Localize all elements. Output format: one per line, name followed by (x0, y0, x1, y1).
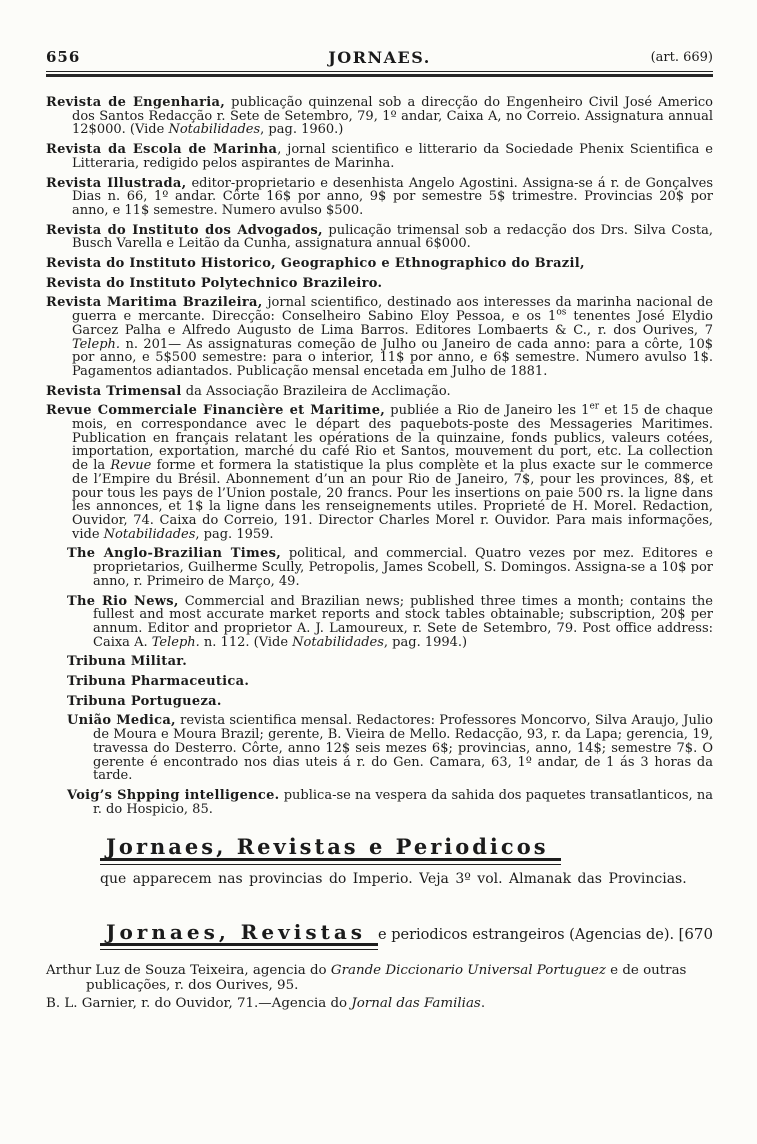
entry-text: jornal scientifico, destinado aos interesses da marinha nacional de guerra e mercante. Direcção: Conselheiro Sabino Eloy Pessoa, e os 1 (72, 295, 713, 325)
directory-entry (67, 595, 713, 650)
entry-text: forme et formera la statistique la plus complète et la plus exacte sur le commerce de l’Empire du Brésil. Abonnement d’un an pour Rio de Janeiro, 7$, pour les provinces, 8$, et pour tous les pays de l’Union postale, 20 francs. Pour les insertions on paie 500 rs. la ligne dans les annonces, et 1$ la ligne dans les renseignements utiles. Proprieté de H. Morel. Redaction, Ouvidor, 74. Caixa do Correio, 191. Director Charles Morel r. Ouvidor. Para mais informações, vide (72, 458, 713, 542)
directory-entry (67, 675, 713, 689)
entry-text: Tribuna Militar. (67, 654, 188, 670)
agency-entry (46, 963, 713, 993)
section1-heading: Jornaes, Revistas e Periodicos (106, 834, 549, 860)
entry-text: Grande Diccionario Universal Portuguez (330, 963, 606, 979)
section1-subtext: que apparecem nas provincias do Imperio. Veja 3º vol. Almanak das Provincias. (100, 871, 687, 888)
directory-entry (67, 789, 713, 816)
section2-ref-number: [670 (678, 925, 713, 944)
entry-text: Revista de Engenharia, (46, 95, 226, 110)
section2-heading-bold: Jornaes, Revistas (106, 920, 367, 945)
directory-entry (67, 695, 713, 709)
article-ref: (art. 669) (650, 50, 713, 65)
entry-text: political, and commercial. Quatro vezes por mez. Editores e proprietarios, Guilherme Scully, Petropolis, James Scobell, S. Domingos. Assigna-se a 10$ por anno, r. Primeiro de Março, 49. (93, 546, 713, 589)
directory-entry (46, 96, 713, 137)
section2-heading-rest: e periodicos estrangeiros (Agencias de). (378, 927, 675, 944)
entry-text: Revista do Instituto dos Advogados, (46, 222, 323, 238)
entry-text: pulicação trimensal sob a redacção dos Drs. Silva Costa, Busch Varella e Leitão da Cunha, assignatura annual 6$000. (72, 222, 713, 252)
entry-text: , jornal scientifico e litterario da Sociedade Phenix Scientifica e Litteraria, redigido pelos aspirantes de Marinha. (72, 142, 714, 171)
entry-text: . (480, 996, 486, 1012)
entry-text: Notabilidades (168, 122, 261, 138)
entry-text: os (556, 307, 567, 318)
entry-text: publica-se na vespera da sahida dos paquetes transatlanticos, na r. do Hospicio, 85. (93, 787, 713, 817)
directory-entry (46, 177, 713, 218)
directory-entry (67, 714, 713, 783)
directory-entry (46, 277, 713, 291)
agency-list (46, 963, 713, 1011)
entry-text: tenentes José Elydio Garcez Palha e Alfredo Augusto de Lima Barros. Editores Lombaerts & C., r. dos Ourives, 7 (72, 309, 713, 338)
header-rule-thick (46, 74, 713, 77)
page-number: 656 (46, 48, 81, 66)
entry-text: , pag. 1959. (195, 526, 274, 542)
entry-text: revista scientifica mensal. Redactores: Professores Moncorvo, Silva Araujo, Julio de Moura e Moura Brazil; gerente, B. Vieira de Mello. Redacção, 93, r. da Lapa; gerencia, 19, travessa do Desterro. Côrte, anno 12$ seis mezes 6$; provincias, anno, 14$; semestre 7$. O gerente é encontrado nos dias uteis á r. do Gen. Camara, 63, 1º andar, de 1 ás 3 horas da tarde. (93, 713, 713, 784)
directory-entry (67, 655, 713, 669)
directory-entry (46, 404, 713, 541)
entry-text: e de outras publicações, r. dos Ourives, 95. (86, 963, 687, 994)
entry-text: Teleph. (72, 336, 121, 352)
entry-text: Teleph. (151, 634, 200, 650)
directory-entry (46, 224, 713, 251)
entry-text: , pag. 1994.) (383, 634, 468, 650)
entry-text: Jornal das Familias (351, 996, 481, 1012)
entry-text: Commercial and Brazilian news; published three times a month; contains the fullest and most accurate market reports and stock tables obtainable; subscription, 20$ per annum. Editor and proprietor A. J. Lamoureux, r. Sete de Setembro, 79. Post office address: Caixa A. (93, 593, 713, 650)
entry-text: publicação quinzenal sob a direcção do Engenheiro Civil José Americo dos Santos Redacção r. Sete de Setembro, 79, 1º andar, Caixa A, no Correio. Assignatura annual 12$000. (Vide (72, 95, 713, 138)
entry-text: União Medica, (67, 713, 176, 729)
entry-text: Tribuna Pharmaceutica. (67, 674, 250, 690)
entry-text: Revista Maritima Brazileira, (46, 295, 263, 311)
section-jornaes-estrangeiros (104, 920, 713, 951)
section-jornaes-provincias (104, 834, 713, 866)
entry-text: , pag. 1960.) (260, 122, 344, 138)
entry-text: Notabilidades (103, 526, 196, 542)
entry-text: n. 201— As assignaturas começão de Julho ou Janeiro de cada anno: para a côrte, 10$ por anno, e 5$500 semestre: para o interior, 11$ por anno, e 6$ semestre. Numero avulso 1$. Pagamentos adiantados. Publicação mensal encetada em Julho de 1881. (72, 336, 713, 379)
entry-text: editor-proprietario e desenhista Angelo Agostini. Assigna-se á r. de Gonçalves Dias n. 66, 1º andar. Côrte 16$ por anno, 9$ por semestre 5$ trimestre. Provincias 20$ por anno, e 11$ semestre. Numero avulso $500. (72, 175, 714, 218)
entry-text: er (589, 402, 600, 413)
entry-text: Revista do Instituto Polytechnico Brazileiro. (46, 275, 383, 291)
entry-text: Revista do Instituto Historico, Geographico e Ethnographico do Brazil, (46, 256, 585, 272)
entry-text: The Rio News, (67, 593, 179, 609)
page-title: JORNAES. (328, 48, 431, 67)
entry-text: Revue (110, 458, 152, 474)
entry-text: Revue Commerciale Financière et Maritime, (46, 403, 386, 419)
header-rule (46, 71, 713, 77)
entry-text: Revista Illustrada, (46, 175, 187, 191)
entry-text: The Anglo-Brazilian Times, (67, 546, 282, 562)
running-head (46, 48, 713, 68)
directory-entry (46, 257, 713, 271)
entry-text: Revista da Escola de Marinha (46, 142, 278, 158)
entry-text: Revista Trimensal (46, 383, 182, 399)
directory-entry (46, 296, 713, 378)
entry-text: Notabilidades (292, 634, 384, 650)
entry-list (46, 96, 713, 816)
entry-text: et 15 de chaque mois, en correspondance avec le départ des paquebots-poste des Messageries Maritimes. Publication en français relatant les opérations de la quinzaine, fonds publics, valeurs cotées, importation, exportation, marché du café Rio et Santos, mouvement du port, etc. La collection de la (72, 403, 713, 474)
entry-text: B. L. Garnier, r. do Ouvidor, 71.—Agencia do (46, 996, 352, 1012)
entry-text: n. 112. (Vide (199, 634, 293, 650)
directory-entry (46, 385, 713, 399)
entry-text: da Associação Brazileira de Acclimação. (181, 383, 451, 399)
entry-text: Arthur Luz de Souza Teixeira, agencia do (46, 963, 331, 979)
section-heading-underlined (104, 834, 553, 866)
directory-entry (46, 143, 713, 170)
entry-text: Tribuna Portugueza. (67, 693, 222, 709)
entry-text: publiée a Rio de Janeiro les 1 (385, 403, 590, 419)
entry-text: Voig’s Shpping intelligence. (67, 787, 280, 803)
section2-heading-underlined (104, 920, 370, 951)
directory-entry (67, 547, 713, 588)
agency-entry (46, 996, 713, 1011)
